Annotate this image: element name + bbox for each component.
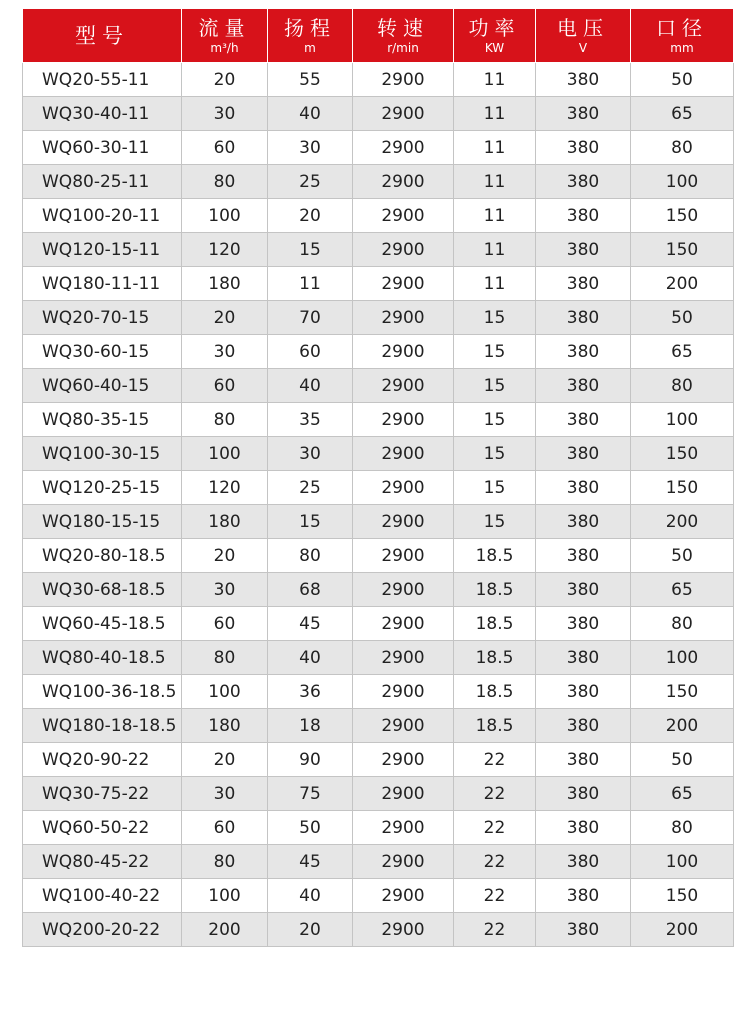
cell-diameter: 150 [631,879,734,913]
cell-model: WQ20-70-15 [23,301,182,335]
cell-speed: 2900 [353,709,454,743]
column-header-label: 转速 [377,16,429,40]
table-row [23,63,734,97]
cell-diameter: 50 [631,301,734,335]
cell-speed: 2900 [353,131,454,165]
cell-model: WQ100-30-15 [23,437,182,471]
column-header-unit: m³/h [210,41,239,55]
cell-head: 40 [268,369,353,403]
cell-model: WQ20-55-11 [23,63,182,97]
cell-head: 20 [268,913,353,947]
cell-speed: 2900 [353,233,454,267]
column-header-unit: V [578,41,588,55]
cell-model: WQ120-15-11 [23,233,182,267]
cell-head: 30 [268,437,353,471]
cell-model: WQ100-36-18.5 [23,675,182,709]
cell-voltage: 380 [536,539,631,573]
cell-head: 80 [268,539,353,573]
cell-model: WQ180-15-15 [23,505,182,539]
cell-head: 18 [268,709,353,743]
cell-power: 11 [454,233,536,267]
pump-spec-table-container [22,8,733,947]
table-row [23,607,734,641]
column-header-power [454,9,536,63]
cell-power: 22 [454,845,536,879]
table-row [23,641,734,675]
cell-model: WQ80-25-11 [23,165,182,199]
cell-diameter: 50 [631,539,734,573]
cell-power: 11 [454,63,536,97]
cell-speed: 2900 [353,675,454,709]
cell-diameter: 150 [631,437,734,471]
cell-diameter: 200 [631,913,734,947]
table-row [23,709,734,743]
cell-diameter: 100 [631,403,734,437]
cell-speed: 2900 [353,199,454,233]
cell-flow: 100 [182,879,268,913]
cell-model: WQ80-40-18.5 [23,641,182,675]
cell-model: WQ20-90-22 [23,743,182,777]
table-row [23,811,734,845]
column-header-unit: mm [670,41,694,55]
cell-flow: 30 [182,573,268,607]
cell-head: 75 [268,777,353,811]
cell-voltage: 380 [536,403,631,437]
cell-power: 18.5 [454,539,536,573]
table-row [23,97,734,131]
cell-head: 70 [268,301,353,335]
table-row [23,471,734,505]
cell-voltage: 380 [536,505,631,539]
cell-power: 18.5 [454,675,536,709]
cell-flow: 180 [182,709,268,743]
cell-flow: 180 [182,505,268,539]
column-header-voltage [536,9,631,63]
cell-power: 18.5 [454,709,536,743]
cell-model: WQ60-30-11 [23,131,182,165]
cell-head: 30 [268,131,353,165]
cell-head: 11 [268,267,353,301]
cell-flow: 60 [182,607,268,641]
cell-flow: 60 [182,811,268,845]
cell-power: 22 [454,913,536,947]
cell-model: WQ200-20-22 [23,913,182,947]
cell-power: 11 [454,97,536,131]
cell-speed: 2900 [353,811,454,845]
column-header-label: 流量 [198,16,251,40]
cell-power: 22 [454,879,536,913]
cell-voltage: 380 [536,335,631,369]
table-row [23,505,734,539]
column-header-label: 功率 [468,16,521,40]
cell-diameter: 200 [631,267,734,301]
cell-power: 15 [454,335,536,369]
cell-head: 60 [268,335,353,369]
column-header-diameter [631,9,734,63]
cell-voltage: 380 [536,131,631,165]
cell-head: 35 [268,403,353,437]
table-row [23,301,734,335]
cell-flow: 30 [182,335,268,369]
cell-voltage: 380 [536,573,631,607]
cell-head: 25 [268,165,353,199]
column-header-unit: m [304,41,316,55]
cell-diameter: 65 [631,573,734,607]
cell-flow: 20 [182,743,268,777]
column-header-speed [353,9,454,63]
table-row [23,913,734,947]
table-body [23,63,734,947]
cell-power: 15 [454,437,536,471]
cell-diameter: 65 [631,777,734,811]
table-row [23,199,734,233]
cell-speed: 2900 [353,845,454,879]
cell-voltage: 380 [536,879,631,913]
cell-head: 15 [268,505,353,539]
cell-model: WQ120-25-15 [23,471,182,505]
cell-head: 40 [268,641,353,675]
cell-flow: 60 [182,369,268,403]
cell-speed: 2900 [353,97,454,131]
cell-voltage: 380 [536,845,631,879]
column-header-label: 扬程 [284,16,336,40]
cell-power: 22 [454,811,536,845]
cell-voltage: 380 [536,675,631,709]
cell-power: 18.5 [454,573,536,607]
cell-speed: 2900 [353,471,454,505]
cell-diameter: 80 [631,131,734,165]
cell-flow: 80 [182,165,268,199]
cell-model: WQ180-18-18.5 [23,709,182,743]
cell-power: 22 [454,743,536,777]
cell-model: WQ20-80-18.5 [23,539,182,573]
column-header-head [268,9,353,63]
cell-head: 45 [268,607,353,641]
cell-model: WQ30-60-15 [23,335,182,369]
cell-flow: 20 [182,63,268,97]
cell-model: WQ60-45-18.5 [23,607,182,641]
cell-head: 40 [268,879,353,913]
cell-flow: 120 [182,471,268,505]
column-header-model [23,9,182,63]
cell-voltage: 380 [536,743,631,777]
cell-head: 90 [268,743,353,777]
cell-head: 36 [268,675,353,709]
cell-power: 15 [454,301,536,335]
table-row [23,437,734,471]
cell-diameter: 100 [631,641,734,675]
cell-model: WQ80-35-15 [23,403,182,437]
cell-power: 11 [454,131,536,165]
cell-diameter: 150 [631,471,734,505]
cell-speed: 2900 [353,165,454,199]
cell-diameter: 50 [631,63,734,97]
cell-power: 15 [454,505,536,539]
cell-model: WQ30-68-18.5 [23,573,182,607]
table-row [23,165,734,199]
cell-diameter: 150 [631,199,734,233]
cell-power: 18.5 [454,607,536,641]
cell-head: 68 [268,573,353,607]
table-row [23,267,734,301]
cell-model: WQ30-40-11 [23,97,182,131]
cell-voltage: 380 [536,913,631,947]
cell-flow: 180 [182,267,268,301]
cell-speed: 2900 [353,573,454,607]
cell-flow: 60 [182,131,268,165]
cell-speed: 2900 [353,301,454,335]
cell-power: 11 [454,199,536,233]
cell-model: WQ180-11-11 [23,267,182,301]
cell-diameter: 65 [631,335,734,369]
cell-voltage: 380 [536,437,631,471]
cell-speed: 2900 [353,335,454,369]
cell-power: 18.5 [454,641,536,675]
table-row [23,777,734,811]
cell-model: WQ100-40-22 [23,879,182,913]
cell-speed: 2900 [353,369,454,403]
column-header-unit: r/min [387,41,419,55]
cell-flow: 20 [182,539,268,573]
cell-diameter: 150 [631,233,734,267]
cell-voltage: 380 [536,301,631,335]
cell-voltage: 380 [536,233,631,267]
table-row [23,403,734,437]
cell-diameter: 200 [631,505,734,539]
cell-voltage: 380 [536,63,631,97]
cell-voltage: 380 [536,369,631,403]
table-row [23,131,734,165]
cell-flow: 100 [182,437,268,471]
cell-flow: 80 [182,641,268,675]
cell-speed: 2900 [353,743,454,777]
cell-head: 20 [268,199,353,233]
cell-model: WQ60-50-22 [23,811,182,845]
cell-speed: 2900 [353,879,454,913]
cell-flow: 30 [182,777,268,811]
cell-speed: 2900 [353,539,454,573]
table-row [23,879,734,913]
cell-flow: 80 [182,845,268,879]
table-row [23,539,734,573]
cell-power: 22 [454,777,536,811]
table-row [23,233,734,267]
cell-speed: 2900 [353,267,454,301]
pump-spec-table [22,8,734,947]
cell-head: 50 [268,811,353,845]
cell-speed: 2900 [353,913,454,947]
cell-model: WQ80-45-22 [23,845,182,879]
cell-diameter: 80 [631,811,734,845]
cell-diameter: 100 [631,165,734,199]
cell-power: 15 [454,403,536,437]
cell-voltage: 380 [536,97,631,131]
cell-speed: 2900 [353,777,454,811]
cell-head: 55 [268,63,353,97]
cell-voltage: 380 [536,709,631,743]
column-header-unit: KW [484,41,505,55]
table-header-row [23,9,734,63]
cell-diameter: 200 [631,709,734,743]
cell-model: WQ100-20-11 [23,199,182,233]
cell-speed: 2900 [353,437,454,471]
cell-head: 40 [268,97,353,131]
table-row [23,743,734,777]
cell-flow: 20 [182,301,268,335]
cell-head: 45 [268,845,353,879]
column-header-label: 电压 [557,16,609,40]
table-row [23,369,734,403]
cell-voltage: 380 [536,471,631,505]
table-row [23,845,734,879]
cell-speed: 2900 [353,641,454,675]
cell-head: 25 [268,471,353,505]
cell-diameter: 100 [631,845,734,879]
cell-head: 15 [268,233,353,267]
cell-power: 15 [454,369,536,403]
cell-voltage: 380 [536,811,631,845]
cell-flow: 120 [182,233,268,267]
cell-model: WQ60-40-15 [23,369,182,403]
cell-diameter: 65 [631,97,734,131]
cell-diameter: 80 [631,607,734,641]
column-header-label: 型号 [75,23,129,48]
column-header-flow [182,9,268,63]
cell-diameter: 50 [631,743,734,777]
cell-voltage: 380 [536,607,631,641]
column-header-label: 口径 [656,16,708,40]
cell-flow: 200 [182,913,268,947]
cell-power: 11 [454,267,536,301]
cell-flow: 30 [182,97,268,131]
cell-speed: 2900 [353,63,454,97]
cell-voltage: 380 [536,641,631,675]
cell-flow: 100 [182,675,268,709]
cell-diameter: 150 [631,675,734,709]
cell-voltage: 380 [536,165,631,199]
cell-flow: 100 [182,199,268,233]
cell-voltage: 380 [536,777,631,811]
cell-diameter: 80 [631,369,734,403]
cell-speed: 2900 [353,505,454,539]
table-row [23,335,734,369]
cell-flow: 80 [182,403,268,437]
cell-voltage: 380 [536,267,631,301]
cell-model: WQ30-75-22 [23,777,182,811]
cell-speed: 2900 [353,403,454,437]
cell-voltage: 380 [536,199,631,233]
table-row [23,573,734,607]
cell-power: 15 [454,471,536,505]
cell-power: 11 [454,165,536,199]
table-row [23,675,734,709]
cell-speed: 2900 [353,607,454,641]
